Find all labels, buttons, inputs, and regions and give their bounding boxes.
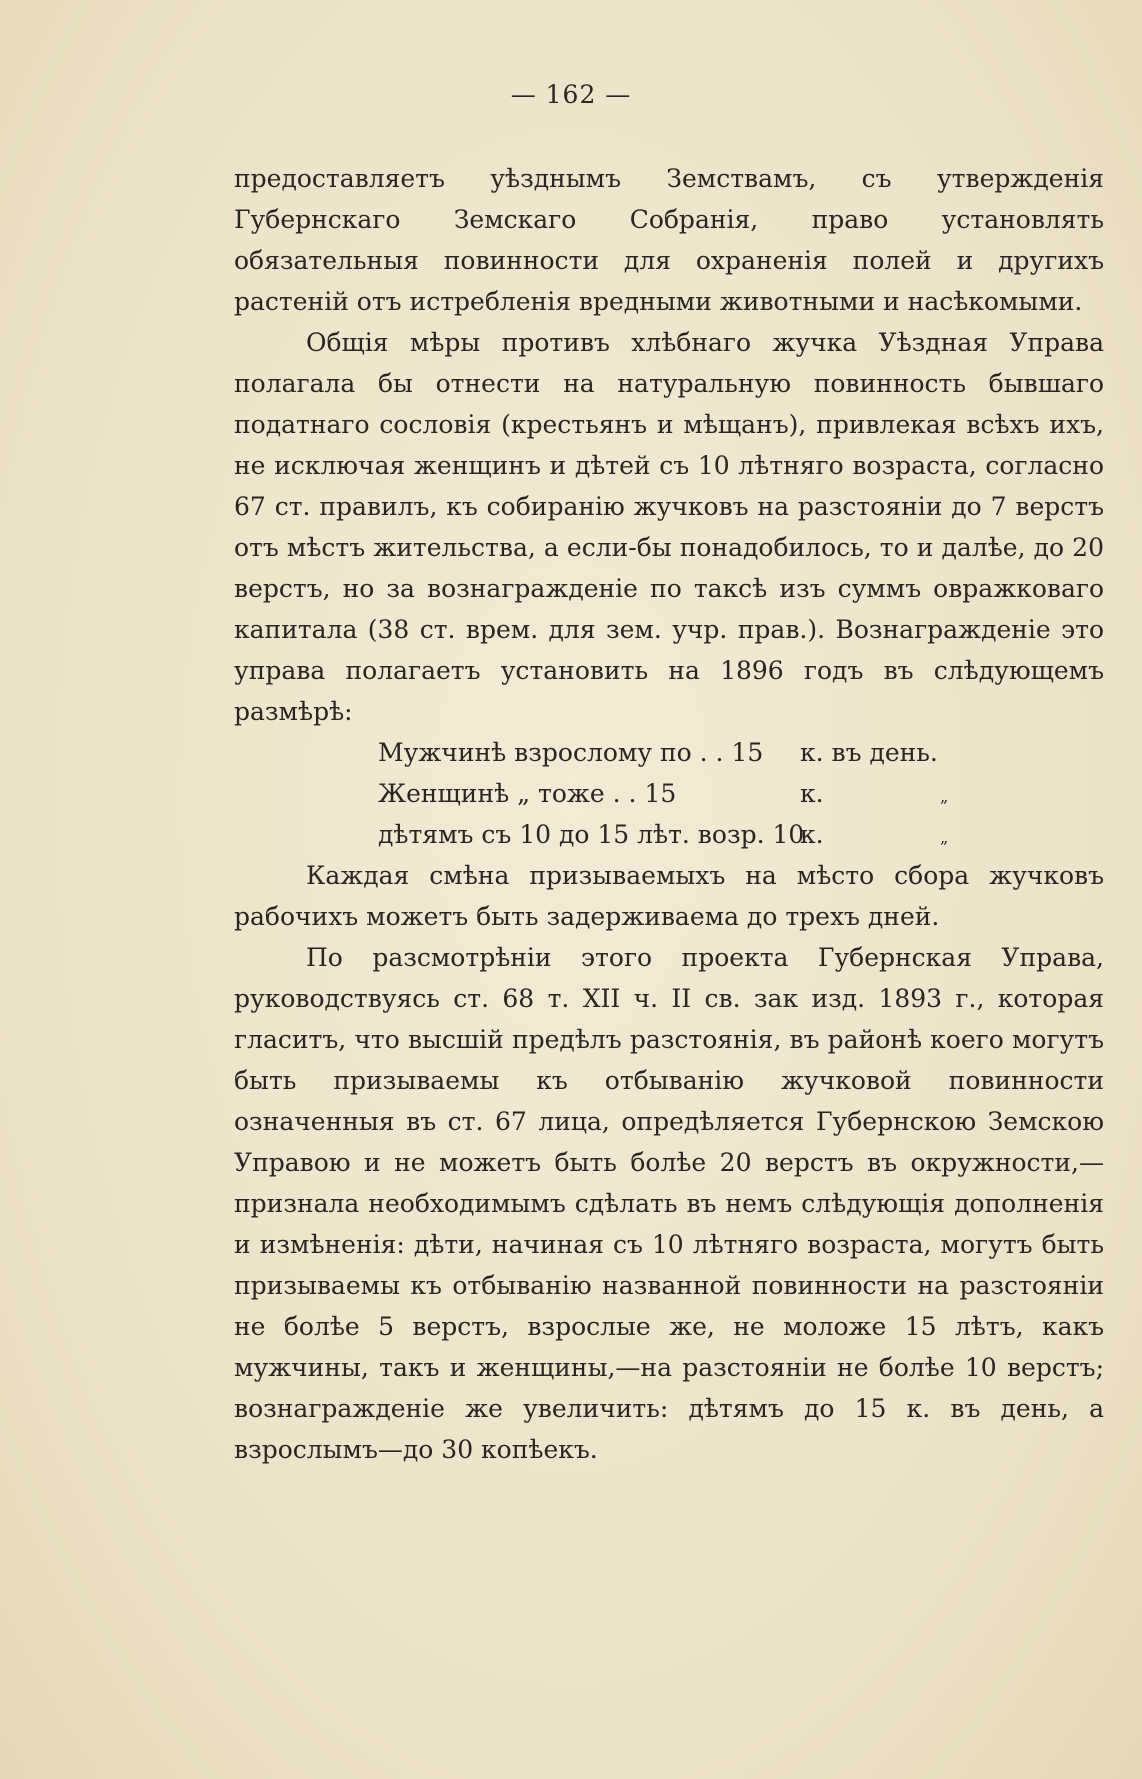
body-text xyxy=(234,158,1104,1470)
paragraph-provincial-decision: По разсмотрѣніи этого проекта Губернская Управа, руководствуясь ст. 68 т. XII ч. II св. зак изд. 1893 г., которая гласитъ, что высшій предѣлъ разстоянія, въ районѣ коего могутъ быть призываемы къ отбыванію жучковой повинности означенныя въ ст. 67 лица, опредѣляется Губернскою Земскою Управою и не можетъ быть болѣе 20 верстъ въ окружности,—признала необходимымъ сдѣлать въ немъ слѣдующія дополненія и измѣненія: дѣти, начиная съ 10 лѣтняго возраста, могутъ быть призываемы къ отбыванію названной повинности на разстояніи не болѣе 5 верстъ, взрослые же, не моложе 15 лѣтъ, какъ мужчины, такъ и женщины,—на разстояніи не болѣе 10 верстъ; вознагражденіе же увеличить: дѣтямъ до 15 к. въ день, а взрослымъ—до 30 копѣекъ. xyxy=(234,943,1104,1464)
rate-ditto: „ xyxy=(940,787,949,806)
page-number: — 162 — xyxy=(510,80,632,109)
paragraph-general-measures: Общія мѣры противъ хлѣбнаго жучка Уѣздная Управа полагала бы отнести на натуральную повинность бывшаго податнаго сословія (крестьянъ и мѣщанъ), привлекая всѣхъ ихъ, не исключая женщинъ и дѣтей съ 10 лѣтняго возраста, согласно 67 ст. правилъ, къ собиранію жучковъ на разстояніи до 7 верстъ отъ мѣстъ жительства, а если-бы понадобилось, то и далѣе, до 20 верстъ, но за вознагражденіе по таксѣ изъ суммъ овражковаго капитала (38 ст. врем. для зем. учр. прав.). Вознагражденіе это управа полагаетъ установить на 1896 годъ въ слѣдующемъ размѣрѣ: xyxy=(234,328,1104,726)
rate-row-children xyxy=(378,814,1104,855)
rate-label: дѣтямъ съ 10 до 15 лѣт. возр. 10 xyxy=(378,820,805,849)
rate-amount: к. xyxy=(800,779,824,808)
paragraph-continued: предоставляетъ уѣзднымъ Земствамъ, съ утвержденія Губернскаго Земскаго Собранія, право установлять обязательныя повинности для охраненія полей и другихъ растеній отъ истребленія вредными животными и насѣкомыми. xyxy=(234,164,1104,316)
rate-ditto: „ xyxy=(940,828,949,847)
rate-row-women xyxy=(378,773,1104,814)
rates-table xyxy=(378,732,1104,855)
rate-row-men xyxy=(378,732,1104,773)
rate-label: Мужчинѣ взрослому по . . 15 xyxy=(378,738,764,767)
rate-label: Женщинѣ „ тоже . . 15 xyxy=(378,779,677,808)
rate-amount: к. xyxy=(800,820,824,849)
rate-amount: к. въ день. xyxy=(800,738,938,767)
paragraph-shift: Каждая смѣна призываемыхъ на мѣсто сбора жучковъ рабочихъ можетъ быть задерживаема до трехъ дней. xyxy=(234,861,1104,931)
